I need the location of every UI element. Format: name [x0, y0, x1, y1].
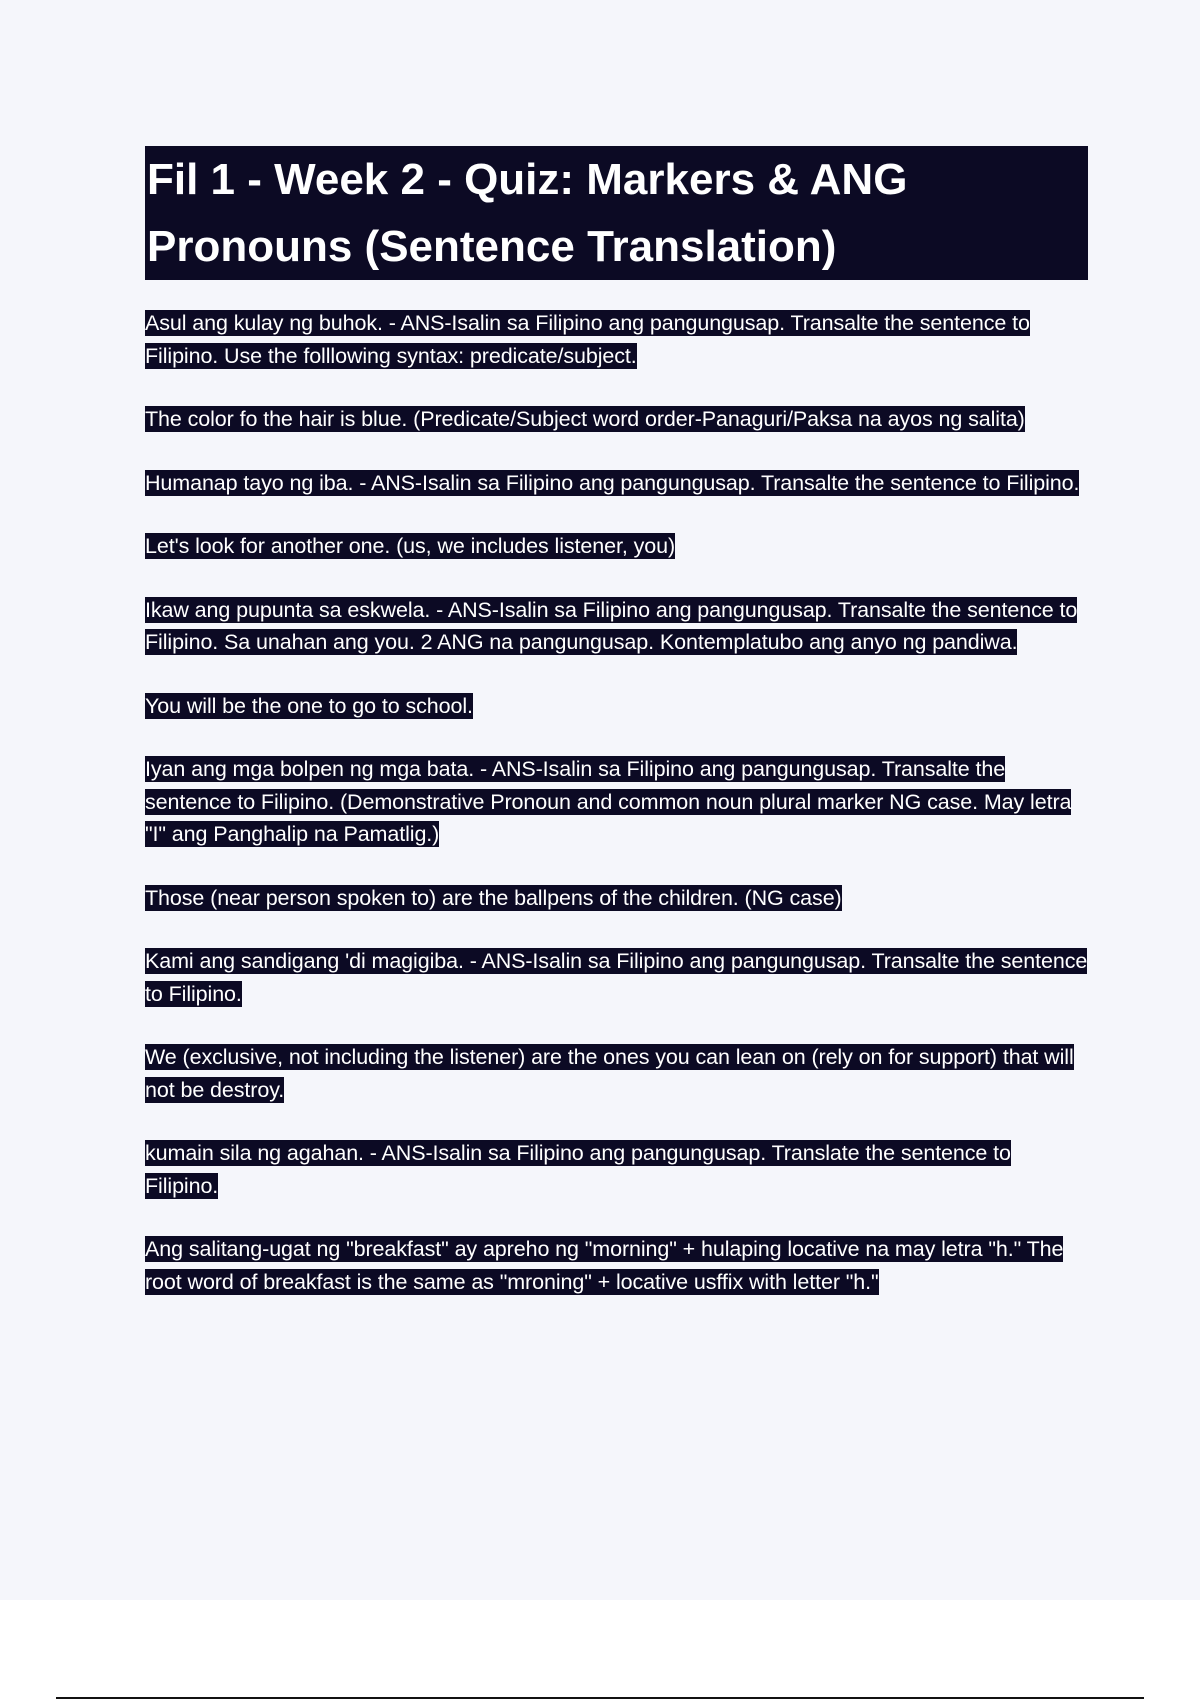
entry-question-2: [145, 467, 1088, 500]
entry-text: Iyan ang mga bolpen ng mga bata. - ANS-Isalin sa Filipino ang pangungusap. Transalte the sentence to Filipino. (Demonstrative Pronoun and common noun plural marker NG case. May letra "I" ang Panghalip na Pamatlig.): [145, 757, 1072, 846]
entry-answer-4: [145, 882, 1088, 915]
entry-text: Kami ang sandigang 'di magigiba. - ANS-Isalin sa Filipino ang pangungusap. Transalte the sentence to Filipino.: [145, 949, 1088, 1006]
entry-answer-3: [145, 690, 1088, 723]
entry-text: You will be the one to go to school.: [145, 693, 473, 718]
entry-answer-6: [145, 1233, 1088, 1298]
entry-text: kumain sila ng agahan. - ANS-Isalin sa Filipino ang pangungusap. Translate the sentence to Filipino.: [145, 1141, 1011, 1198]
document-title: Fil 1 - Week 2 - Quiz: Markers & ANG Pronouns (Sentence Translation): [145, 146, 1088, 280]
entry-text: Humanap tayo ng iba. - ANS-Isalin sa Filipino ang pangungusap. Transalte the sentence to Filipino.: [145, 470, 1080, 495]
entry-text: The color fo the hair is blue. (Predicate/Subject word order-Panaguri/Paksa na ayos ng salita): [145, 407, 1025, 431]
entry-text: Asul ang kulay ng buhok. - ANS-Isalin sa Filipino ang pangungusap. Transalte the sentence to Filipino. Use the folllowing syntax: predicate/subject.: [145, 311, 1030, 368]
footer-divider: [56, 1697, 1144, 1699]
entry-question-6: [145, 1137, 1088, 1202]
entry-question-4: [145, 753, 1088, 851]
entry-answer-5: [145, 1041, 1088, 1106]
entry-answer-1: [145, 403, 1088, 436]
entry-text: Ang salitang-ugat ng "breakfast" ay apreho ng "morning" + hulaping locative na may letra "h." The root word of breakfast is the same as "mroning" + locative usffix with letter "h.": [145, 1237, 1064, 1294]
entry-question-5: [145, 945, 1088, 1010]
entry-answer-2: [145, 530, 1088, 563]
entry-text: Ikaw ang pupunta sa eskwela. - ANS-Isalin sa Filipino ang pangungusap. Transalte the sentence to Filipino. Sa unahan ang you. 2 ANG na pangungusap. Kontemplatubo ang anyo ng pandiwa.: [145, 597, 1078, 654]
entry-question-1: [145, 307, 1088, 372]
entry-question-3: [145, 594, 1088, 659]
entry-text: Those (near person spoken to) are the ballpens of the children. (NG case): [145, 885, 842, 910]
entry-text: We (exclusive, not including the listener) are the ones you can lean on (rely on for support) that will not be destroy.: [145, 1045, 1074, 1102]
document-content: [145, 146, 1088, 1329]
entry-text: Let's look for another one. (us, we includes listener, you): [145, 534, 676, 558]
